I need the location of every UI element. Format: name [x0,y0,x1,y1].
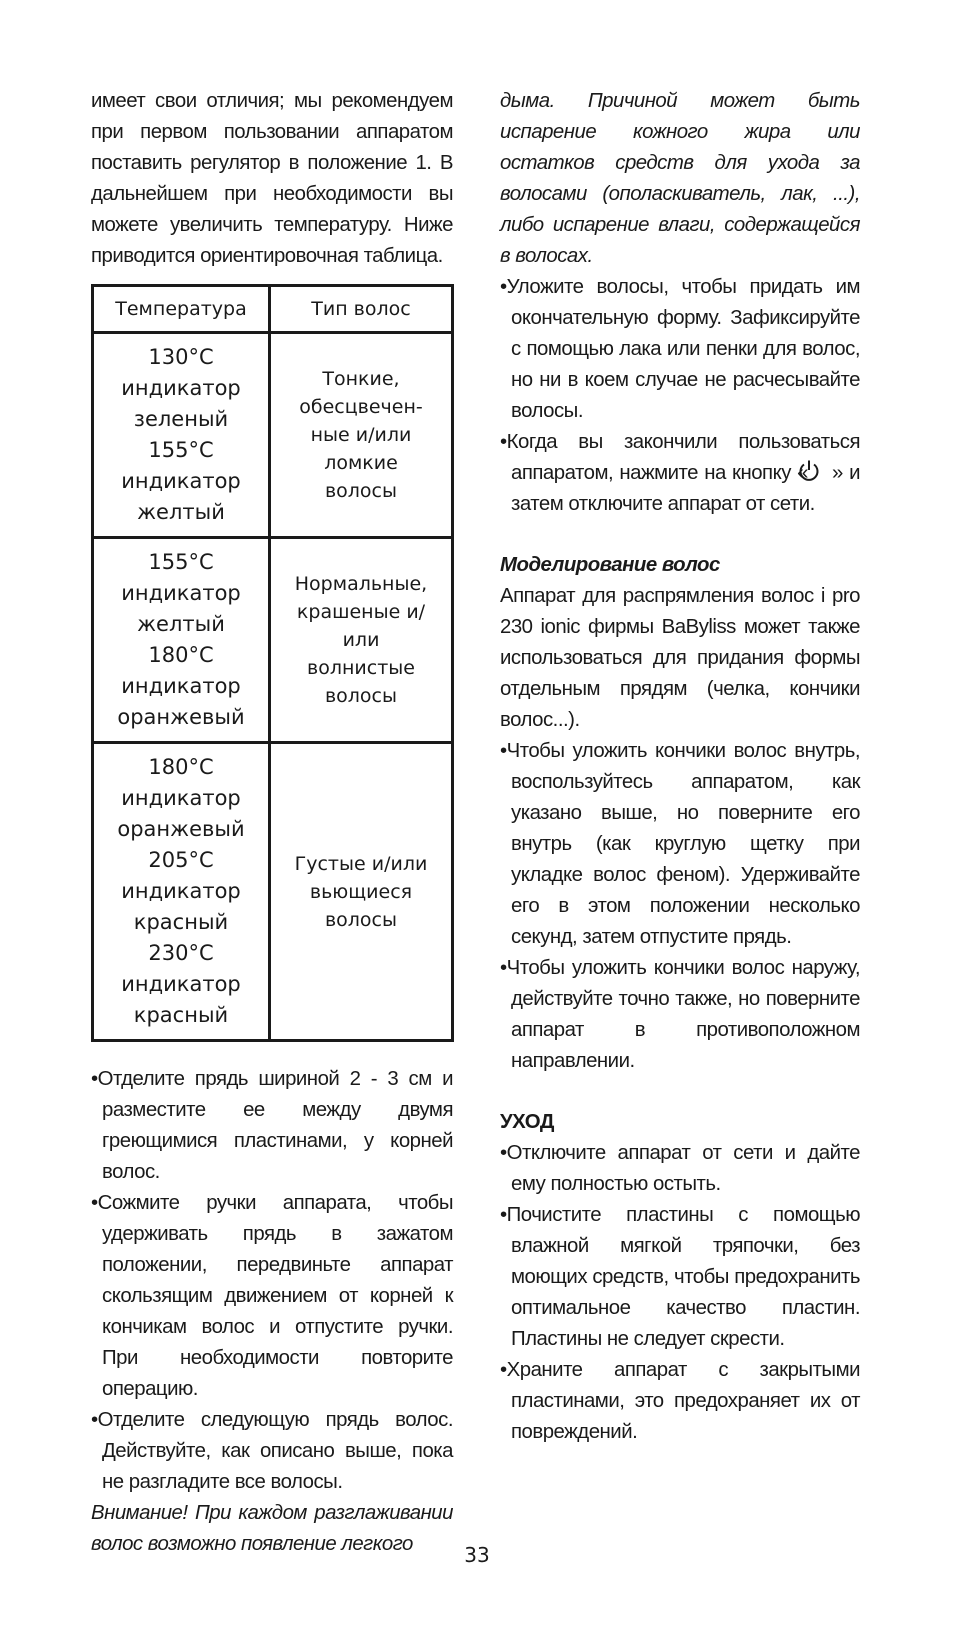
list-item-text: Отделите прядь шириной 2 - 3 см и разместите ее между двумя греющимися пластинами, у корней волос. [97,1068,453,1183]
hair-type-cell [270,538,453,743]
warning-note-continued: дыма. Причиной может быть испарение кожного жира или остатков средств для ухода за волосами (ополаскиватель, лак, ...), либо испарение влаги, содержащейся в волосах. [500,90,860,267]
cell-line: индикатор [121,581,241,605]
bullet-mark: • [91,1068,98,1090]
section-title-modeling: Моделирование волос [500,554,720,576]
list-item [500,736,860,953]
cell-line: ломкие [324,452,398,474]
list-item-text: Отключите аппарат от сети и дайте ему полностью остыть. [506,1142,860,1195]
list-item [91,1405,453,1498]
page-number: 33 [464,1543,490,1567]
bullet-mark: • [500,276,507,298]
temperature-cell [93,333,270,538]
cell-line: Густые и/или [294,852,428,875]
cell-line: индикатор [121,376,241,400]
cell-line: ные и/или [310,424,412,446]
cell-line: Нормальные, [294,573,428,595]
cell-line: 130°C [148,345,214,369]
cell-line: желтый [137,500,225,524]
table-row [93,333,453,538]
cell-line: 155°C [148,438,214,462]
cell-line: оранжевый [117,817,245,841]
list-item-text: Когда вы закончили пользоваться аппаратом, нажмите на кнопку « [506,431,860,484]
list-item [91,1064,453,1188]
list-item-text: » и затем отключите аппарат от сети. [511,462,860,515]
table-row [93,538,453,743]
list-item [500,1200,860,1355]
header-hair-type: Тип волос [270,286,453,333]
intro-paragraph: имеет свои отличия; мы рекомендуем при первом пользовании аппаратом поставить регулятор в положение 1. В дальнейшем при необходимости вы можете увеличить температуру. Ниже приводится ориентировочная таблица. [91,90,453,267]
hair-type-cell [270,743,453,1041]
power-icon [808,459,832,483]
temperature-cell [93,743,270,1041]
cell-line: волосы [324,908,398,931]
cell-line: волнистые [307,657,415,679]
section-title-care: УХОД [500,1111,554,1133]
cell-line: оранжевый [117,705,245,729]
bullet-mark: • [500,1142,507,1164]
bullet-mark: • [91,1409,98,1431]
bullet-mark: • [500,1204,507,1226]
warning-note: Внимание! При каждом разглаживании волос возможно появление легкого [91,1502,453,1555]
cell-line: волосы [324,685,398,707]
list-item-text: Чтобы уложить кончики волос наружу, действуйте точно также, но поверните аппарат в противоположном направлении. [506,957,860,1072]
cell-line: или [342,629,380,651]
list-item-text: Отделите следующую прядь волос. Действуйте, как описано выше, пока не разгладите все волосы. [97,1409,453,1493]
cell-line: индикатор [121,469,241,493]
cell-line: индикатор [121,879,241,903]
list-item-text: Сожмите ручки аппарата, чтобы удерживать прядь в зажатом положении, передвиньте аппарат скользящим движением от корней к кончикам волос и отпустите ручки. При необходимости повторите операцию. [97,1192,453,1400]
cell-line: индикатор [121,674,241,698]
cell-line: красный [133,910,229,934]
list-item [500,953,860,1077]
temperature-table [91,284,454,1042]
cell-line: крашеные и/ [296,601,426,623]
list-item-text: Почистите пластины с помощью влажной мягкой тряпочки, без моющих средств, чтобы предохранить оптимальное качество пластин. Пластины не следует скрести. [506,1204,860,1350]
list-item [500,1138,860,1200]
hair-type-cell [270,333,453,538]
list-item-text: Уложите волосы, чтобы придать им окончательную форму. Зафиксируйте с помощью лака или пенки для волос, но ни в коем случае не расчесывайте волосы. [506,276,860,422]
bullet-mark: • [500,431,507,453]
cell-line: волосы [324,480,398,502]
cell-line: 180°C [148,643,214,667]
bullet-mark: • [91,1192,98,1214]
cell-line: индикатор [121,786,241,810]
bullet-mark: • [500,1359,507,1381]
temperature-cell [93,538,270,743]
bullet-mark: • [500,740,507,762]
list-item-text: Чтобы уложить кончики волос внутрь, воспользуйтесь аппаратом, как указано выше, но поверните его внутрь (как круглую щетку при укладке волос феном). Удерживайте его в этом положении несколько секунд, затем отпустите прядь. [506,740,860,948]
cell-line: желтый [137,612,225,636]
list-item [91,1188,453,1405]
cell-line: Тонкие, [322,368,400,390]
bullet-mark: • [500,957,507,979]
cell-line: обесцвечен- [299,396,423,418]
list-item [500,1355,860,1448]
modeling-paragraph: Аппарат для распрямления волос i pro 230 ionic фирмы BaByliss может также использоваться для придания формы отдельным прядям (челка, кончики волос...). [500,585,860,731]
table-row [93,743,453,1041]
cell-line: зеленый [133,407,229,431]
cell-line: индикатор [121,972,241,996]
list-item-text: Храните аппарат с закрытыми пластинами, это предохраняет их от повреждений. [506,1359,860,1443]
list-item [500,272,860,427]
cell-line: 205°C [148,848,214,872]
table-header-row [93,286,453,333]
header-temperature: Температура [93,286,270,333]
right-column [500,86,860,1448]
cell-line: красный [133,1003,229,1027]
cell-line: вьющиеся [309,880,413,903]
cell-line: 155°C [148,550,214,574]
list-item-power [500,427,860,520]
cell-line: 180°C [148,755,214,779]
left-column [91,86,453,1560]
cell-line: 230°C [148,941,214,965]
